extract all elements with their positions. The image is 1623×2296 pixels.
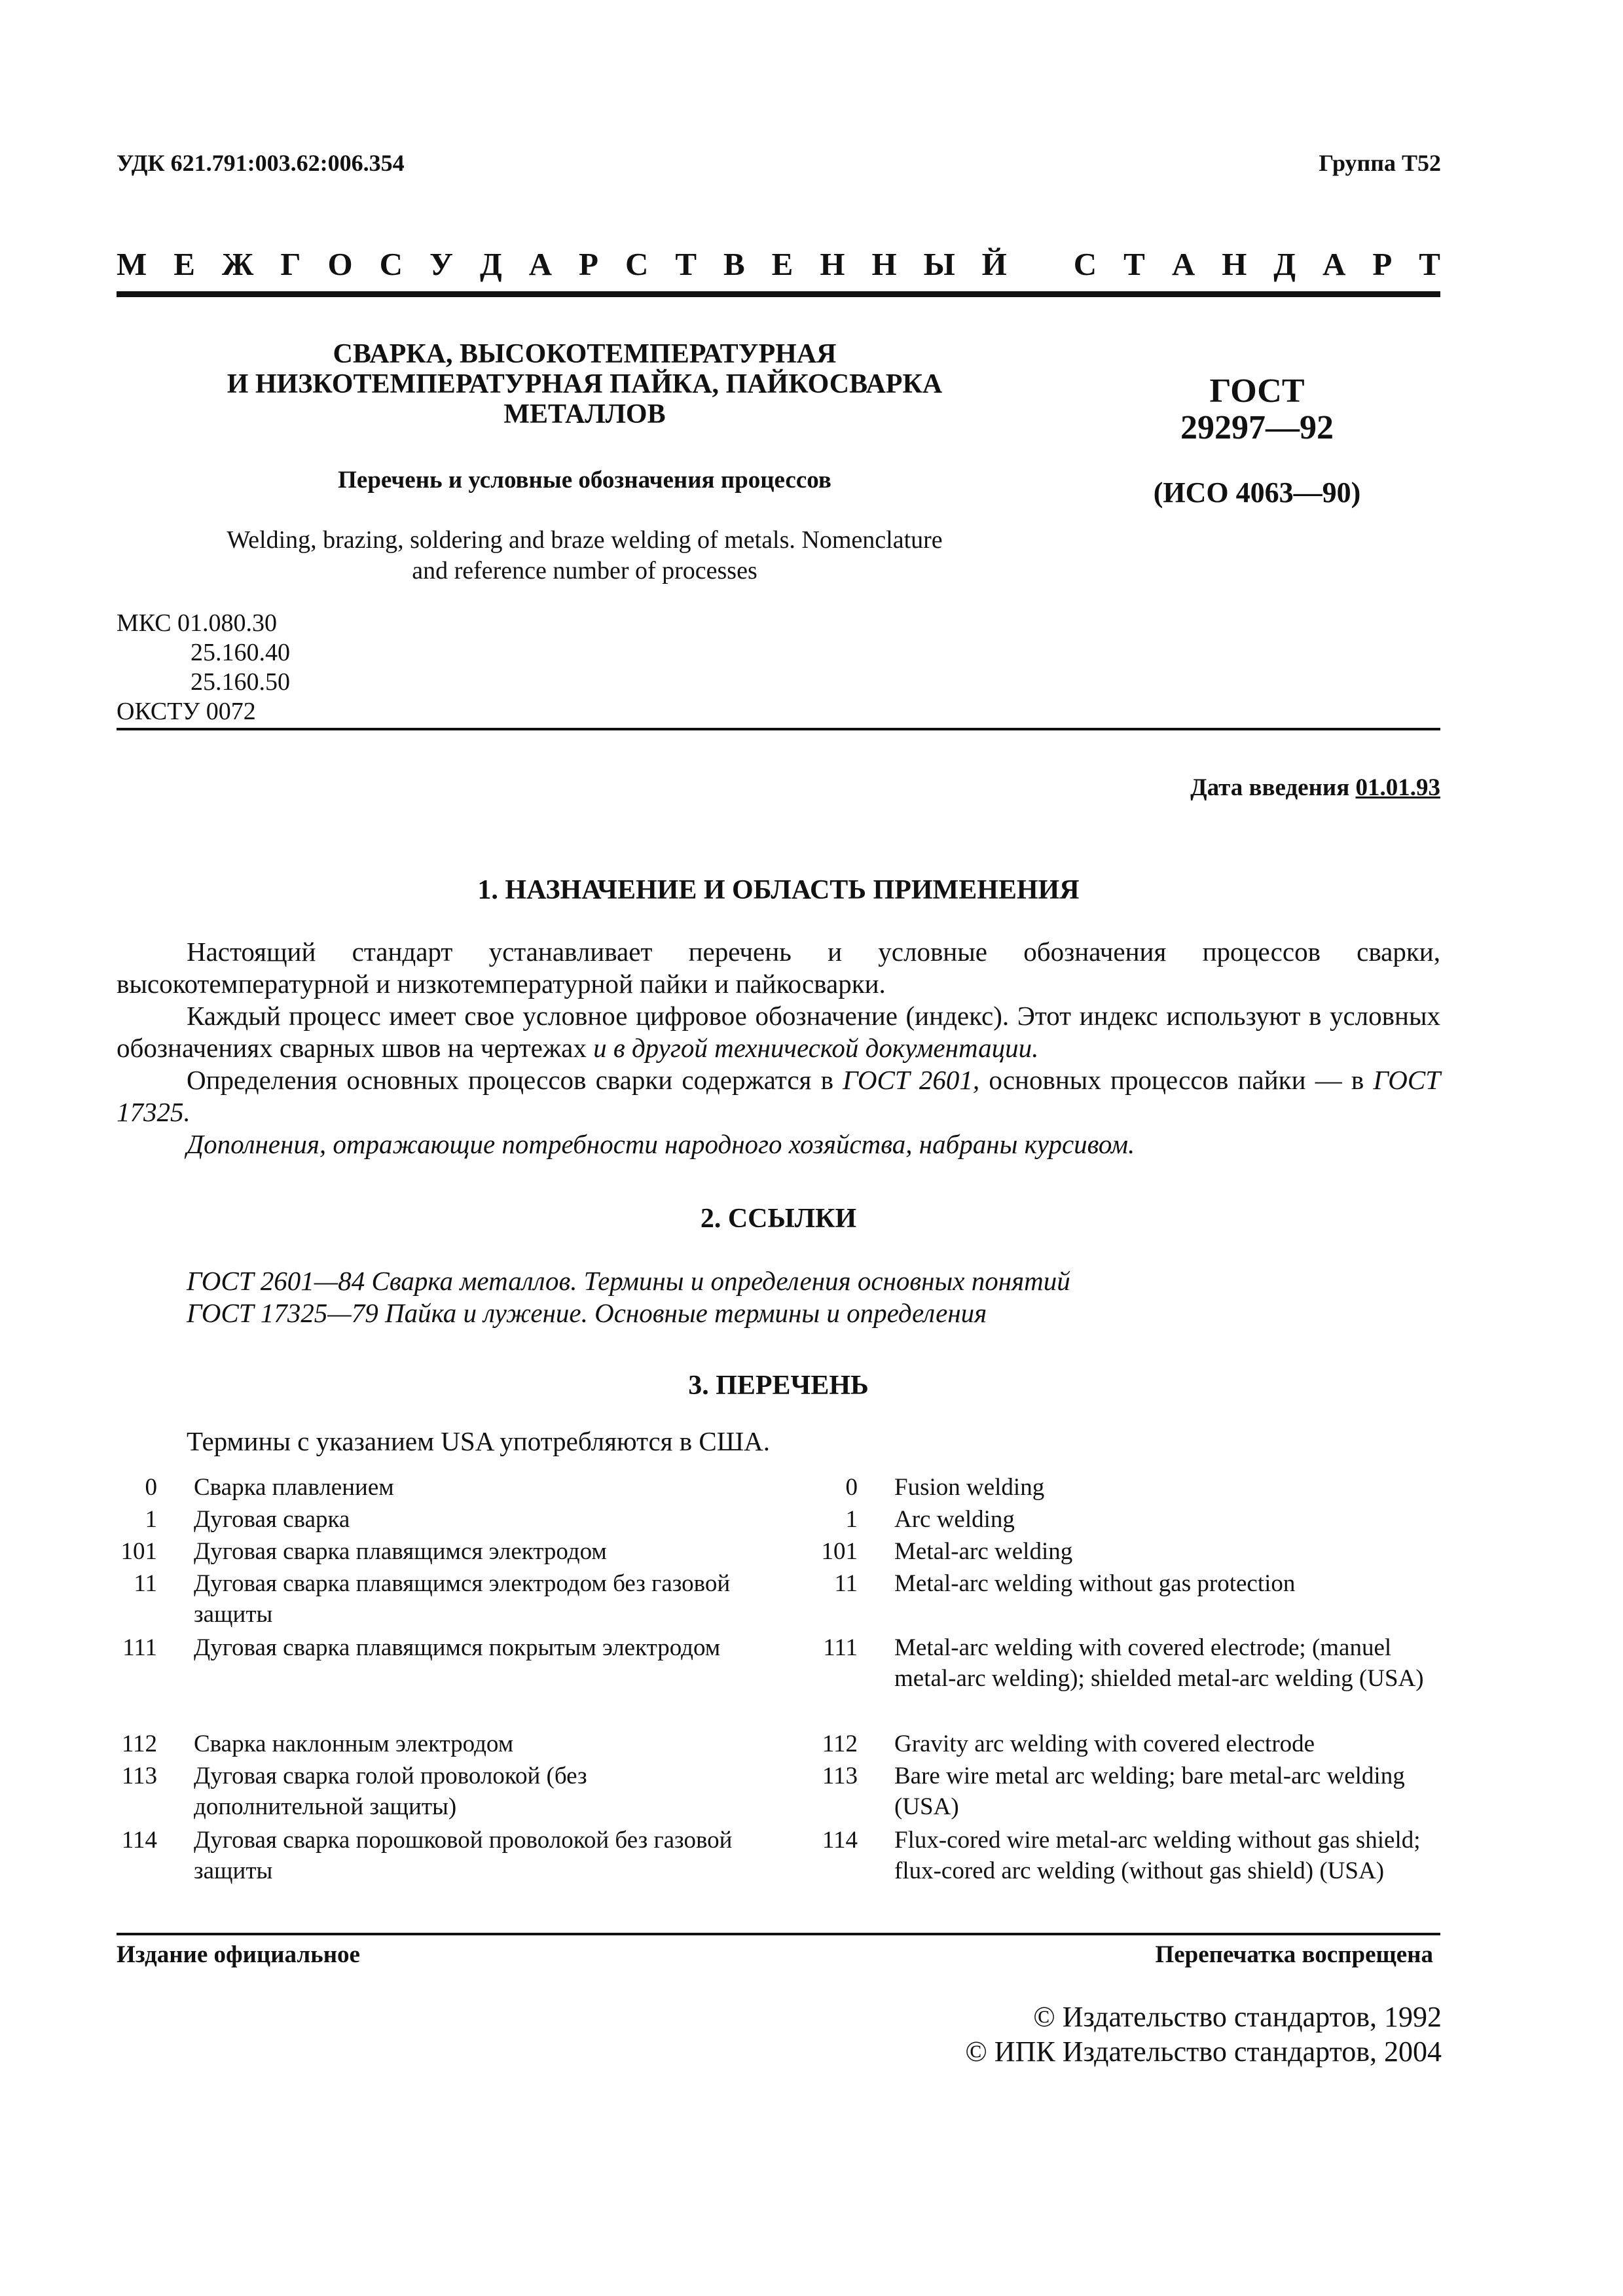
process-name-en: Metal-arc welding without gas protection (894, 1570, 1296, 1597)
process-number: 113 (121, 1763, 157, 1789)
banner-letter: Е (771, 246, 793, 282)
process-name-ru: Сварка наклонным электродом (194, 1731, 514, 1757)
process-number: 11 (834, 1570, 858, 1597)
copyright-line: © Издательство стандартов, 1992 (1033, 2001, 1442, 2033)
group-code: Группа Т52 (1319, 150, 1441, 176)
process-name-en: Metal-arc welding (894, 1538, 1073, 1565)
banner-letter: С (1073, 246, 1097, 282)
banner-letter: А (1322, 246, 1346, 282)
standard-banner (117, 245, 1440, 283)
process-number: 111 (122, 1634, 157, 1661)
banner-letter: Т (1419, 246, 1440, 282)
banner-rule (117, 291, 1440, 297)
document-subtitle: Перечень и условные обозначения процессов (338, 467, 831, 493)
process-name-en: Metal-arc welding with covered electrode; (manuel metal-arc welding); shielded metal-arc welding (USA) (894, 1634, 1424, 1692)
english-title-line: and reference number of processes (412, 557, 757, 584)
process-name-en: Fusion welding (894, 1474, 1045, 1501)
reference-item: ГОСТ 17325—79 Пайка и лужение. Основные термины и определения (187, 1298, 987, 1328)
banner-letter: Е (173, 246, 195, 282)
banner-letter: Р (579, 246, 598, 282)
banner-letter: Д (1273, 246, 1296, 282)
paragraph: Настоящий стандарт устанавливает перечень и условные обозначения процессов сварки, высокотемпературной и низкотемпературной пайки и пайкосварки. (117, 937, 1440, 999)
gost-label: ГОСТ (1209, 372, 1305, 410)
paragraph-italic: и в другой технической документации. (593, 1033, 1039, 1063)
process-number: 0 (845, 1474, 858, 1501)
copyright-line: © ИПК Издательство стандартов, 2004 (965, 2036, 1442, 2068)
date-value: 01.01.93 (1355, 774, 1440, 801)
mks-code: 25.160.50 (191, 668, 290, 696)
process-name-en: Gravity arc welding with covered electrode (894, 1731, 1315, 1757)
footer-rule (117, 1933, 1440, 1935)
section-3-title: 3. ПЕРЕЧЕНЬ (688, 1371, 869, 1401)
banner-letter: С (379, 246, 403, 282)
references (187, 1265, 1070, 1329)
banner-letter: Г (280, 246, 301, 282)
mks-code: 25.160.40 (191, 639, 290, 666)
english-title (117, 525, 1053, 586)
english-title-line: Welding, brazing, soldering and braze welding of metals. Nomenclature (227, 526, 943, 554)
header-rule (117, 728, 1440, 730)
title-line: МЕТАЛЛОВ (503, 399, 666, 429)
classification-codes (117, 609, 290, 726)
banner-letter: Т (675, 246, 697, 282)
banner-letter: Н (1222, 246, 1247, 282)
paragraph-text: основных процессов пайки — в (989, 1065, 1364, 1095)
banner-letter: М (117, 246, 147, 282)
process-number: 11 (134, 1570, 157, 1597)
reprint-forbidden: Перепечатка воспрещена (1155, 1941, 1433, 1968)
process-number: 113 (822, 1763, 858, 1789)
gost-number: 29297—92 (1180, 409, 1334, 446)
process-name-en: Arc welding (894, 1506, 1015, 1533)
banner-letter: У (429, 246, 453, 282)
section-2-title: 2. ССЫЛКИ (700, 1204, 857, 1234)
process-name-en: Bare wire metal arc welding; bare metal-arc welding (USA) (894, 1763, 1405, 1820)
banner-letter: О (327, 246, 353, 282)
process-name-ru: Сварка плавлением (194, 1474, 394, 1501)
document-title (117, 339, 1053, 429)
gost-link: ГОСТ 17325. (117, 1065, 1441, 1127)
paragraph-text: Определения основных процессов сварки содержатся в (187, 1065, 833, 1095)
list-intro: Термины с указанием USA употребляются в США. (187, 1426, 770, 1456)
banner-letter: Т (1123, 246, 1145, 282)
gost-designation (1074, 373, 1440, 446)
title-line: СВАРКА, ВЫСОКОТЕМПЕРАТУРНАЯ (333, 339, 837, 369)
iso-reference: (ИСО 4063—90) (1153, 476, 1361, 509)
section-1-title: 1. НАЗНАЧЕНИЕ И ОБЛАСТЬ ПРИМЕНЕНИЯ (477, 875, 1080, 905)
banner-letter: А (1171, 246, 1195, 282)
process-number: 111 (823, 1634, 858, 1661)
process-name-ru: Дуговая сварка плавящимся покрытым электродом (194, 1634, 721, 1661)
mks-code: МКС 01.080.30 (117, 609, 278, 637)
banner-letter: В (723, 246, 745, 282)
banner-letter: Р (1372, 246, 1393, 282)
copyright (965, 2000, 1442, 2069)
process-name-ru: Дуговая сварка плавящимся электродом (194, 1538, 607, 1565)
process-name-en: Flux-cored wire metal-arc welding without gas shield; flux-cored arc welding (without gas shield) (USA) (894, 1827, 1421, 1884)
banner-gap (1034, 245, 1047, 283)
process-number: 0 (145, 1474, 157, 1501)
banner-letter: Д (479, 246, 502, 282)
process-number: 1 (845, 1506, 858, 1533)
section-1-body (117, 936, 1440, 1160)
process-number: 114 (822, 1827, 858, 1854)
process-number: 112 (121, 1731, 157, 1757)
process-number: 1 (145, 1506, 157, 1533)
paragraph (117, 1064, 1440, 1128)
paragraph (117, 1000, 1440, 1064)
banner-letter: С (625, 246, 649, 282)
banner-letter: Ы (923, 246, 955, 282)
process-name-ru: Дуговая сварка плавящимся электродом без газовой защиты (194, 1570, 731, 1628)
process-number: 112 (822, 1731, 858, 1757)
reference-item: ГОСТ 2601—84 Сварка металлов. Термины и определения основных понятий (187, 1266, 1070, 1296)
process-name-ru: Дуговая сварка порошковой проволокой без газовой защиты (194, 1827, 733, 1884)
official-edition: Издание официальное (117, 1941, 360, 1968)
date-label: Дата введения (1190, 774, 1350, 801)
process-name-ru: Дуговая сварка (194, 1506, 350, 1533)
banner-letter: Й (981, 246, 1007, 282)
process-number: 114 (121, 1827, 157, 1854)
gost-link: ГОСТ 2601, (843, 1065, 980, 1095)
banner-letter: Н (871, 246, 897, 282)
banner-letter: А (528, 246, 553, 282)
introduction-date (1190, 774, 1440, 802)
udk-code: УДК 621.791:003.62:006.354 (117, 150, 405, 176)
paragraph-text: Каждый процесс имеет свое условное цифровое обозначение (индекс). Этот индекс используют в условных обозначениях сварных швов на чертежах (117, 1001, 1440, 1063)
process-number: 101 (120, 1538, 157, 1565)
okstu-code: ОКСТУ 0072 (117, 698, 256, 725)
banner-letter: Ж (221, 246, 254, 282)
process-number: 101 (821, 1538, 858, 1565)
paragraph: Дополнения, отражающие потребности народного хозяйства, набраны курсивом. (187, 1129, 1135, 1159)
title-line: И НИЗКОТЕМПЕРАТУРНАЯ ПАЙКА, ПАЙКОСВАРКА (227, 369, 943, 399)
banner-letter: Н (820, 246, 845, 282)
process-name-ru: Дуговая сварка голой проволокой (без дополнительной защиты) (194, 1763, 587, 1820)
